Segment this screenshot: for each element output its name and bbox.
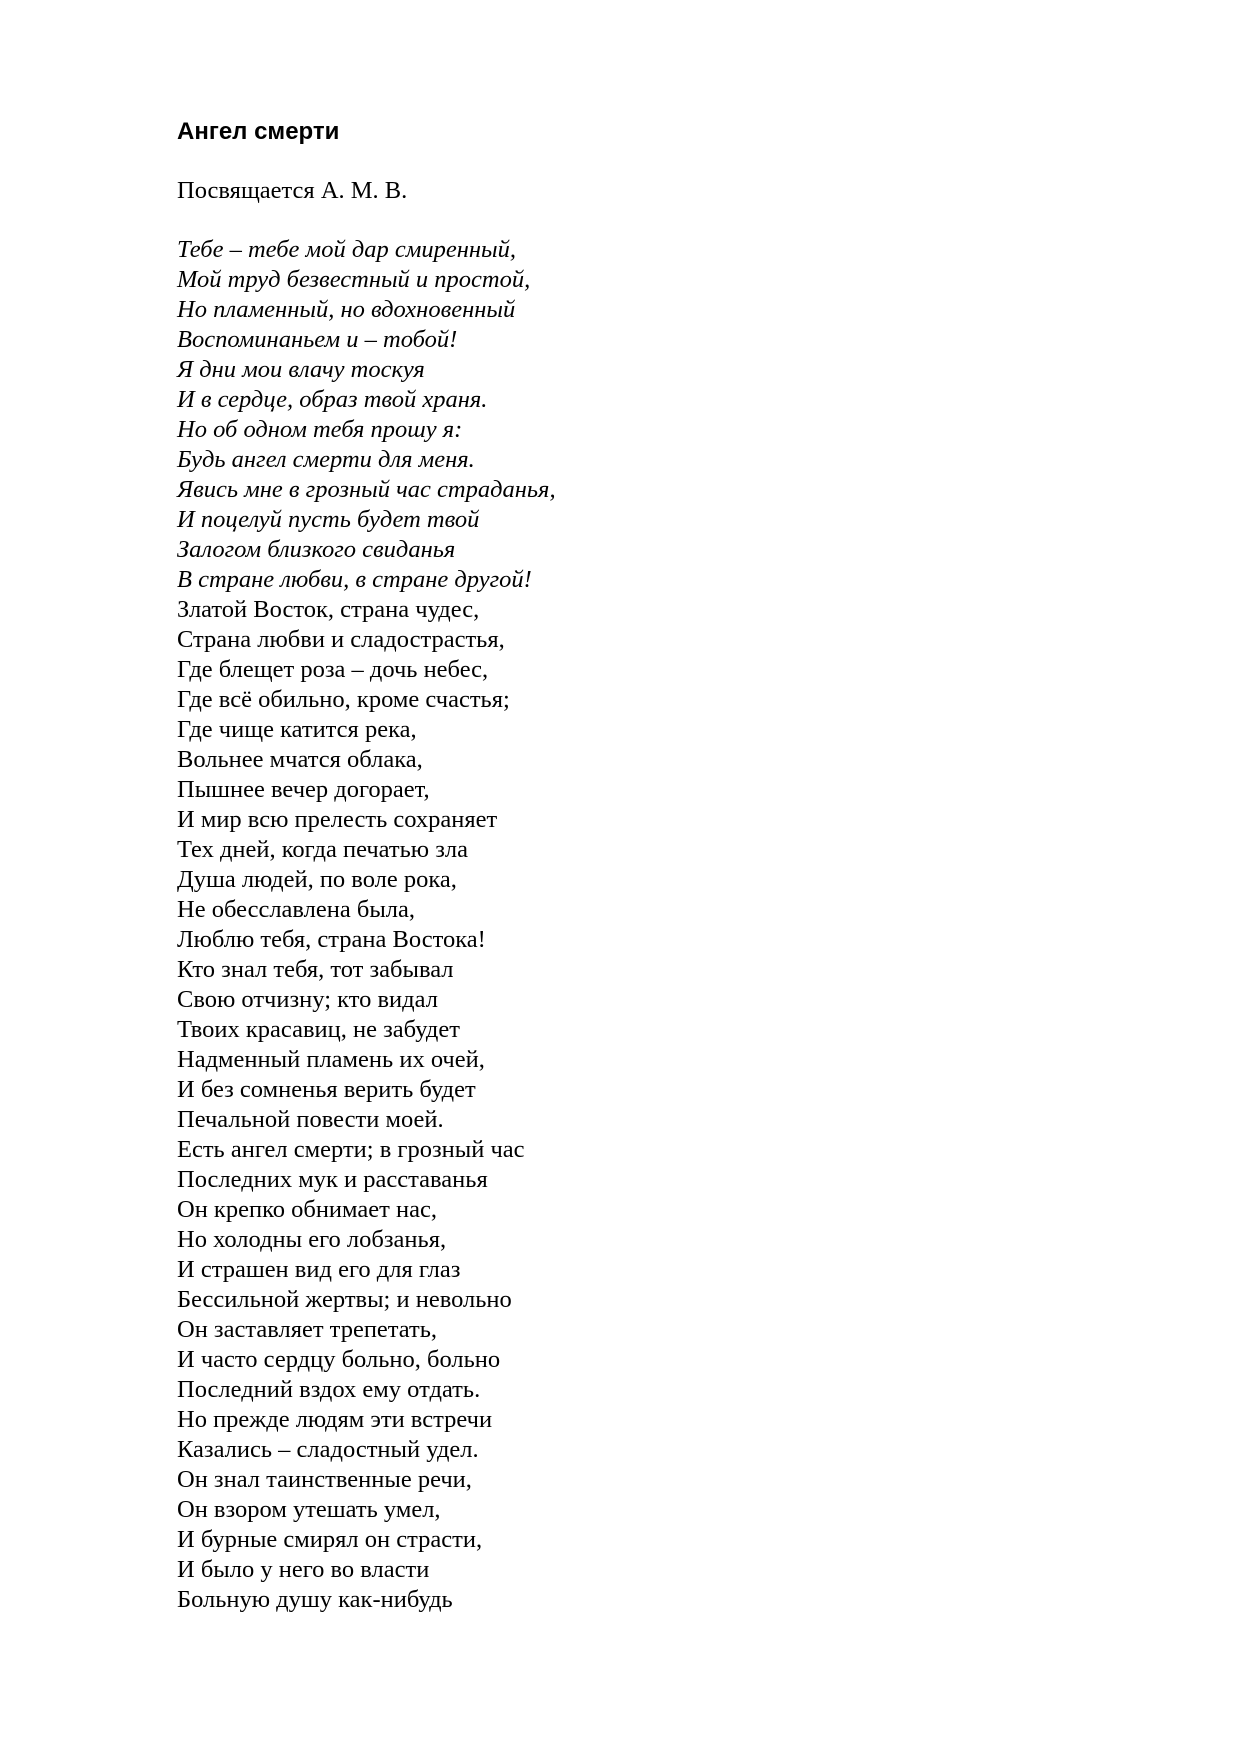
poem-line: И без сомненья верить будет xyxy=(177,1076,476,1103)
poem-line: Есть ангел смерти; в грозный час xyxy=(177,1136,525,1163)
poem-line: И мир всю прелесть сохраняет xyxy=(177,806,498,833)
poem-line-italic: Залогом близкого свиданья xyxy=(177,536,456,563)
poem-line-italic: Явись мне в грозный час страданья, xyxy=(177,476,556,503)
poem-line: Свою отчизну; кто видал xyxy=(177,986,438,1013)
poem-line: Не обесславлена была, xyxy=(177,896,416,923)
poem-line-italic: И поцелуй пусть будет твой xyxy=(177,506,480,533)
poem-line: Люблю тебя, страна Востока! xyxy=(177,926,486,953)
poem-line: И часто сердцу больно, больно xyxy=(177,1346,501,1373)
poem-line: Бессильной жертвы; и невольно xyxy=(177,1286,512,1313)
poem-title: Ангел смерти xyxy=(177,118,340,145)
poem-line: Страна любви и сладострастья, xyxy=(177,626,505,653)
poem-line: Больную душу как-нибудь xyxy=(177,1586,453,1613)
poem-line: И страшен вид его для глаз xyxy=(177,1256,461,1283)
poem-line: Твоих красавиц, не забудет xyxy=(177,1016,460,1043)
poem-line-italic: И в сердце, образ твой храня. xyxy=(177,386,488,413)
poem-line: Душа людей, по воле рока, xyxy=(177,866,457,893)
poem-line: Последний вздох ему отдать. xyxy=(177,1376,481,1403)
poem-dedication: Посвящается А. М. В. xyxy=(177,177,408,204)
poem-line: Где блещет роза – дочь небес, xyxy=(177,656,489,683)
poem-line: Где всё обильно, кроме счастья; xyxy=(177,686,510,713)
poem-line: Последних мук и расставанья xyxy=(177,1166,488,1193)
poem-line: Надменный пламень их очей, xyxy=(177,1046,485,1073)
poem-body xyxy=(177,235,556,1615)
poem-line: Он крепко обнимает нас, xyxy=(177,1196,437,1223)
poem-line-italic: Будь ангел смерти для меня. xyxy=(177,446,475,473)
poem-line: Казались – сладостный удел. xyxy=(177,1436,479,1463)
poem-line: Но холодны его лобзанья, xyxy=(177,1226,447,1253)
poem-line: Где чище катится река, xyxy=(177,716,417,743)
poem-line: Тех дней, когда печатью зла xyxy=(177,836,468,863)
poem-line: Кто знал тебя, тот забывал xyxy=(177,956,454,983)
poem-line: Он знал таинственные речи, xyxy=(177,1466,472,1493)
poem-line-italic: Воспоминаньем и – тобой! xyxy=(177,326,458,353)
poem-line-italic: В стране любви, в стране другой! xyxy=(177,566,532,593)
poem-line: И было у него во власти xyxy=(177,1556,430,1583)
poem-line-italic: Тебе – тебе мой дар смиренный, xyxy=(177,236,516,263)
poem-line: Пышнее вечер догорает, xyxy=(177,776,430,803)
poem-line-italic: Я дни мои влачу тоскуя xyxy=(177,356,425,383)
poem-line-italic: Мой труд безвестный и простой, xyxy=(177,266,531,293)
poem-line-italic: Но об одном тебя прошу я: xyxy=(177,416,463,443)
poem-line: Печальной повести моей. xyxy=(177,1106,444,1133)
poem-line: Вольнее мчатся облака, xyxy=(177,746,423,773)
poem-line: И бурные смирял он страсти, xyxy=(177,1526,483,1553)
poem-line: Но прежде людям эти встречи xyxy=(177,1406,493,1433)
poem-line-italic: Но пламенный, но вдохновенный xyxy=(177,296,516,323)
poem-line: Златой Восток, страна чудес, xyxy=(177,596,480,623)
poem-line: Он заставляет трепетать, xyxy=(177,1316,438,1343)
poem-line: Он взором утешать умел, xyxy=(177,1496,441,1523)
